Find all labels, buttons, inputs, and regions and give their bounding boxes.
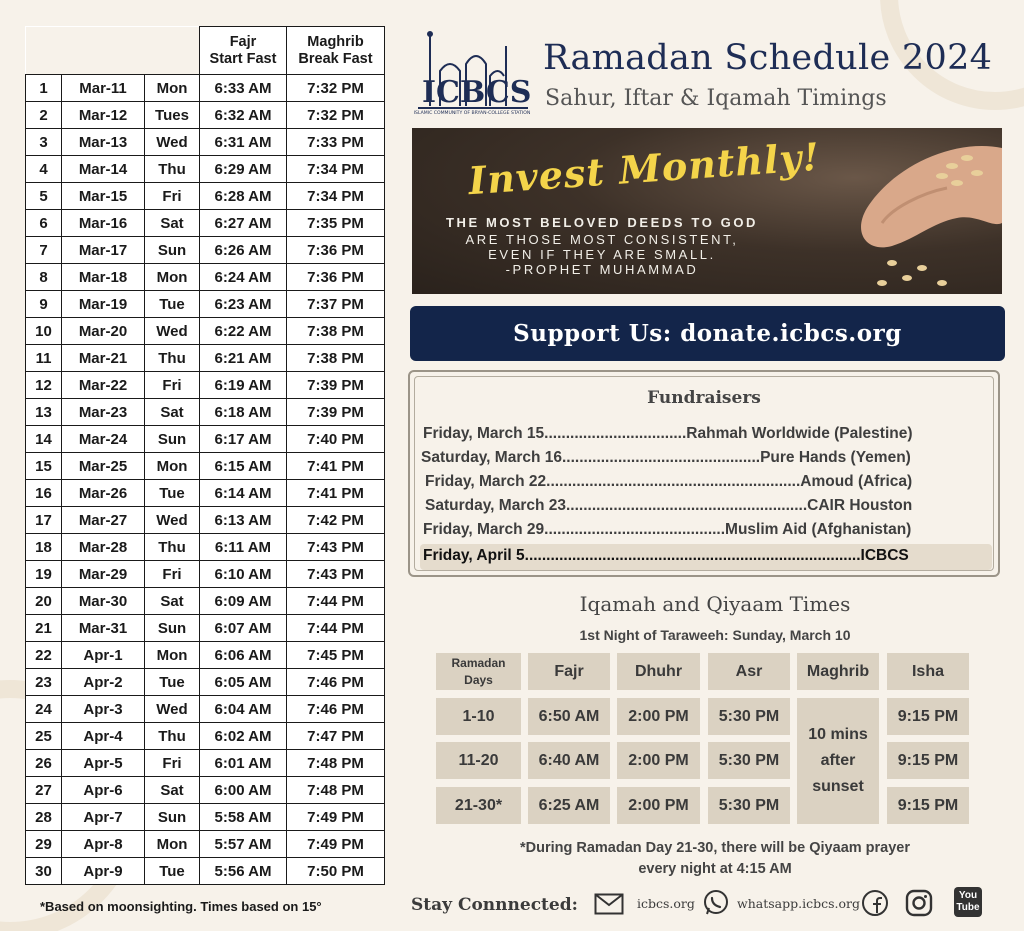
date: Mar-11 xyxy=(62,75,145,102)
date: Mar-12 xyxy=(62,102,145,129)
date: Mar-27 xyxy=(62,507,145,534)
maghrib-time: 7:36 PM xyxy=(287,237,385,264)
iqamah-isha-iqamah: 9:15 PM xyxy=(887,787,969,824)
header-fajr xyxy=(200,27,287,75)
maghrib-time: 7:39 PM xyxy=(287,372,385,399)
date: Mar-23 xyxy=(62,399,145,426)
facebook-icon[interactable] xyxy=(861,889,889,917)
schedule-row xyxy=(26,129,385,156)
header-maghrib-label: Maghrib xyxy=(307,33,364,50)
iqamah-ramadan-days: 21-30* xyxy=(436,787,521,824)
fundraiser-item-highlighted: Friday, April 5..............................................................................ICBCS xyxy=(423,547,909,564)
date: Mar-28 xyxy=(62,534,145,561)
maghrib-note: 10 mins after sunset xyxy=(808,726,868,795)
fajr-time: 6:04 AM xyxy=(200,696,287,723)
schedule-row xyxy=(26,669,385,696)
header-maghrib xyxy=(287,27,385,75)
fundraisers-box xyxy=(408,370,1000,577)
fajr-time: 6:26 AM xyxy=(200,237,287,264)
banner-quote-line: ARE THOSE MOST CONSISTENT, xyxy=(465,232,739,247)
iqamah-asr-iqamah: 5:30 PM xyxy=(708,787,790,824)
maghrib-time: 7:34 PM xyxy=(287,183,385,210)
maghrib-time: 7:41 PM xyxy=(287,480,385,507)
banner-script-heading: Invest Monthly! xyxy=(466,133,822,204)
iqamah-dhuhr-iqamah: 2:00 PM xyxy=(617,698,700,735)
fajr-time: 6:06 AM xyxy=(200,642,287,669)
fajr-time: 6:27 AM xyxy=(200,210,287,237)
weekday: Mon xyxy=(145,75,200,102)
date: Mar-16 xyxy=(62,210,145,237)
fajr-time: 6:18 AM xyxy=(200,399,287,426)
weekday: Thu xyxy=(145,345,200,372)
date: Apr-6 xyxy=(62,777,145,804)
date: Apr-8 xyxy=(62,831,145,858)
day-number: 30 xyxy=(26,858,62,885)
day-number: 16 xyxy=(26,480,62,507)
maghrib-time: 7:32 PM xyxy=(287,75,385,102)
date: Apr-1 xyxy=(62,642,145,669)
youtube-icon-text: Tube xyxy=(956,902,980,913)
iqamah-header-isha: Isha xyxy=(887,653,969,690)
weekday: Mon xyxy=(145,264,200,291)
schedule-row xyxy=(26,453,385,480)
maghrib-time: 7:40 PM xyxy=(287,426,385,453)
maghrib-time: 7:34 PM xyxy=(287,156,385,183)
day-number: 28 xyxy=(26,804,62,831)
weekday: Tue xyxy=(145,480,200,507)
iqamah-header-asr: Asr xyxy=(708,653,790,690)
header-blank xyxy=(26,27,62,75)
maghrib-time: 7:41 PM xyxy=(287,453,385,480)
day-number: 2 xyxy=(26,102,62,129)
qiyaam-note xyxy=(410,838,1020,880)
youtube-icon[interactable] xyxy=(954,887,982,917)
header-fajr-label: Fajr xyxy=(229,33,257,50)
maghrib-time: 7:49 PM xyxy=(287,804,385,831)
youtube-icon-text: You xyxy=(958,890,978,901)
page-subtitle: Sahur, Iftar & Iqamah Timings xyxy=(545,86,887,111)
schedule-row xyxy=(26,615,385,642)
schedule-row xyxy=(26,426,385,453)
schedule-row xyxy=(26,75,385,102)
weekday: Tue xyxy=(145,291,200,318)
iqamah-header-dhuhr: Dhuhr xyxy=(617,653,700,690)
schedule-row xyxy=(26,210,385,237)
day-number: 6 xyxy=(26,210,62,237)
iqamah-ramadan-days: 1-10 xyxy=(436,698,521,735)
maghrib-time: 7:48 PM xyxy=(287,777,385,804)
fajr-time: 6:21 AM xyxy=(200,345,287,372)
header-fajr-sub: Start Fast xyxy=(209,50,277,67)
weekday: Sat xyxy=(145,777,200,804)
fajr-time: 6:00 AM xyxy=(200,777,287,804)
schedule-row xyxy=(26,480,385,507)
weekday: Sun xyxy=(145,426,200,453)
schedule-row xyxy=(26,750,385,777)
day-number: 13 xyxy=(26,399,62,426)
maghrib-time: 7:39 PM xyxy=(287,399,385,426)
schedule-row xyxy=(26,264,385,291)
banner-quote-line: THE MOST BELOVED DEEDS TO GOD xyxy=(445,215,759,230)
page-title: Ramadan Schedule 2024 xyxy=(543,38,993,78)
maghrib-time: 7:36 PM xyxy=(287,264,385,291)
stay-connected-label: Stay Connnected: xyxy=(411,895,578,915)
iqamah-title: Iqamah and Qiyaam Times xyxy=(579,592,851,616)
logo-caption: ISLAMIC COMMUNITY OF BRYAN-COLLEGE STATION xyxy=(413,111,531,116)
fajr-time: 6:23 AM xyxy=(200,291,287,318)
fajr-time: 5:56 AM xyxy=(200,858,287,885)
day-number: 5 xyxy=(26,183,62,210)
date: Apr-3 xyxy=(62,696,145,723)
date: Mar-15 xyxy=(62,183,145,210)
fundraiser-item: Friday, March 29..........................................Muslim Aid (Afghanistan) xyxy=(423,521,912,538)
iqamah-asr-iqamah: 5:30 PM xyxy=(708,742,790,779)
fajr-time: 6:10 AM xyxy=(200,561,287,588)
fundraiser-item: Friday, March 22...........................................................Amoud (Africa) xyxy=(425,473,913,490)
iqamah-fajr-iqamah: 6:40 AM xyxy=(528,742,610,779)
schedule-footnote: *Based on moonsighting. Times based on 15° xyxy=(40,899,322,914)
maghrib-time: 7:32 PM xyxy=(287,102,385,129)
day-number: 19 xyxy=(26,561,62,588)
header-blank xyxy=(62,27,145,75)
fajr-time: 5:58 AM xyxy=(200,804,287,831)
qiyaam-note-line: *During Ramadan Day 21-30, there will be Qiyaam prayer xyxy=(519,840,911,856)
maghrib-time: 7:45 PM xyxy=(287,642,385,669)
schedule-header-row xyxy=(26,27,385,75)
iqamah-dhuhr-iqamah: 2:00 PM xyxy=(617,742,700,779)
day-number: 8 xyxy=(26,264,62,291)
iqamah-asr-iqamah: 5:30 PM xyxy=(708,698,790,735)
schedule-row xyxy=(26,399,385,426)
day-number: 29 xyxy=(26,831,62,858)
logo-text: ICBCS xyxy=(422,75,532,110)
day-number: 27 xyxy=(26,777,62,804)
schedule-row xyxy=(26,183,385,210)
weekday: Mon xyxy=(145,831,200,858)
maghrib-time: 7:38 PM xyxy=(287,318,385,345)
instagram-icon[interactable] xyxy=(905,889,933,917)
maghrib-time: 7:49 PM xyxy=(287,831,385,858)
date: Mar-18 xyxy=(62,264,145,291)
invest-monthly-banner xyxy=(412,128,1002,294)
date: Mar-20 xyxy=(62,318,145,345)
schedule-row xyxy=(26,804,385,831)
date: Mar-17 xyxy=(62,237,145,264)
iqamah-header-fajr: Fajr xyxy=(528,653,610,690)
fajr-time: 6:17 AM xyxy=(200,426,287,453)
iqamah-subtitle: 1st Night of Taraweeh: Sunday, March 10 xyxy=(579,627,851,643)
schedule-body xyxy=(26,75,385,885)
day-number: 10 xyxy=(26,318,62,345)
weekday: Fri xyxy=(145,561,200,588)
weekday: Fri xyxy=(145,183,200,210)
maghrib-time: 7:50 PM xyxy=(287,858,385,885)
date: Mar-24 xyxy=(62,426,145,453)
weekday: Sat xyxy=(145,588,200,615)
ramadan-schedule-table xyxy=(25,26,385,885)
schedule-row xyxy=(26,345,385,372)
date: Mar-13 xyxy=(62,129,145,156)
day-number: 26 xyxy=(26,750,62,777)
day-number: 20 xyxy=(26,588,62,615)
maghrib-time: 7:46 PM xyxy=(287,669,385,696)
date: Apr-4 xyxy=(62,723,145,750)
schedule-row xyxy=(26,102,385,129)
schedule-row xyxy=(26,318,385,345)
day-number: 21 xyxy=(26,615,62,642)
weekday: Fri xyxy=(145,372,200,399)
day-number: 7 xyxy=(26,237,62,264)
schedule-row xyxy=(26,696,385,723)
schedule-row xyxy=(26,534,385,561)
weekday: Tues xyxy=(145,102,200,129)
date: Apr-5 xyxy=(62,750,145,777)
day-number: 12 xyxy=(26,372,62,399)
day-number: 15 xyxy=(26,453,62,480)
date: Mar-19 xyxy=(62,291,145,318)
schedule-row xyxy=(26,777,385,804)
weekday: Thu xyxy=(145,156,200,183)
weekday: Sat xyxy=(145,210,200,237)
weekday: Mon xyxy=(145,453,200,480)
header-blank xyxy=(145,27,200,75)
iqamah-dhuhr-iqamah: 2:00 PM xyxy=(617,787,700,824)
schedule-row xyxy=(26,372,385,399)
fajr-time: 6:28 AM xyxy=(200,183,287,210)
weekday: Wed xyxy=(145,318,200,345)
schedule-row xyxy=(26,858,385,885)
maghrib-time: 7:44 PM xyxy=(287,588,385,615)
maghrib-time: 7:35 PM xyxy=(287,210,385,237)
iqamah-fajr-iqamah: 6:50 AM xyxy=(528,698,610,735)
hand-with-seeds-illustration xyxy=(772,128,1002,294)
schedule-row xyxy=(26,561,385,588)
fajr-time: 6:13 AM xyxy=(200,507,287,534)
maghrib-note-cell xyxy=(797,698,879,824)
date: Mar-14 xyxy=(62,156,145,183)
maghrib-time: 7:38 PM xyxy=(287,345,385,372)
date: Mar-30 xyxy=(62,588,145,615)
schedule-row xyxy=(26,156,385,183)
email-link[interactable]: icbcs.org xyxy=(637,896,695,911)
fajr-time: 6:24 AM xyxy=(200,264,287,291)
date: Mar-21 xyxy=(62,345,145,372)
maghrib-time: 7:43 PM xyxy=(287,534,385,561)
date: Apr-7 xyxy=(62,804,145,831)
fajr-time: 6:33 AM xyxy=(200,75,287,102)
weekday: Sun xyxy=(145,804,200,831)
date: Mar-26 xyxy=(62,480,145,507)
iqamah-header-maghrib: Maghrib xyxy=(797,653,879,690)
fajr-time: 6:09 AM xyxy=(200,588,287,615)
day-number: 22 xyxy=(26,642,62,669)
whatsapp-icon[interactable] xyxy=(702,889,730,917)
schedule-row xyxy=(26,291,385,318)
day-number: 9 xyxy=(26,291,62,318)
maghrib-time: 7:37 PM xyxy=(287,291,385,318)
weekday: Fri xyxy=(145,750,200,777)
schedule-row xyxy=(26,588,385,615)
fajr-time: 5:57 AM xyxy=(200,831,287,858)
icbcs-logo xyxy=(410,26,535,116)
fajr-time: 6:31 AM xyxy=(200,129,287,156)
schedule-row xyxy=(26,723,385,750)
weekday: Wed xyxy=(145,507,200,534)
day-number: 17 xyxy=(26,507,62,534)
banner-quote-line: EVEN IF THEY ARE SMALL. xyxy=(488,247,716,262)
schedule-row xyxy=(26,237,385,264)
day-number: 1 xyxy=(26,75,62,102)
day-number: 18 xyxy=(26,534,62,561)
fundraisers-title: Fundraisers xyxy=(647,388,761,408)
date: Mar-25 xyxy=(62,453,145,480)
weekday: Sun xyxy=(145,615,200,642)
fundraiser-item: Friday, March 15.................................Rahmah Worldwide (Palestine) xyxy=(423,425,913,442)
date: Apr-2 xyxy=(62,669,145,696)
weekday: Tue xyxy=(145,669,200,696)
weekday: Sun xyxy=(145,237,200,264)
fajr-time: 6:11 AM xyxy=(200,534,287,561)
maghrib-time: 7:48 PM xyxy=(287,750,385,777)
maghrib-time: 7:43 PM xyxy=(287,561,385,588)
whatsapp-link[interactable]: whatsapp.icbcs.org xyxy=(737,896,860,911)
fajr-time: 6:15 AM xyxy=(200,453,287,480)
weekday: Tue xyxy=(145,858,200,885)
qiyaam-note-line: every night at 4:15 AM xyxy=(638,861,792,877)
day-number: 25 xyxy=(26,723,62,750)
fajr-time: 6:19 AM xyxy=(200,372,287,399)
schedule-row xyxy=(26,642,385,669)
fajr-time: 6:14 AM xyxy=(200,480,287,507)
fajr-time: 6:22 AM xyxy=(200,318,287,345)
day-number: 23 xyxy=(26,669,62,696)
date: Mar-29 xyxy=(62,561,145,588)
weekday: Thu xyxy=(145,723,200,750)
donate-bar[interactable]: Support Us: donate.icbcs.org xyxy=(410,306,1005,361)
schedule-row xyxy=(26,507,385,534)
day-number: 24 xyxy=(26,696,62,723)
weekday: Sat xyxy=(145,399,200,426)
iqamah-ramadan-days: 11-20 xyxy=(436,742,521,779)
fajr-time: 6:02 AM xyxy=(200,723,287,750)
fajr-time: 6:32 AM xyxy=(200,102,287,129)
date: Mar-31 xyxy=(62,615,145,642)
schedule-row xyxy=(26,831,385,858)
day-number: 14 xyxy=(26,426,62,453)
fundraiser-item: Saturday, March 16..............................................Pure Hands (Yemen) xyxy=(421,449,911,466)
fajr-time: 6:01 AM xyxy=(200,750,287,777)
fundraiser-item: Saturday, March 23........................................................CAIR Houston xyxy=(425,497,913,514)
iqamah-isha-iqamah: 9:15 PM xyxy=(887,698,969,735)
weekday: Mon xyxy=(145,642,200,669)
email-icon[interactable] xyxy=(594,893,624,915)
weekday: Thu xyxy=(145,534,200,561)
date: Mar-22 xyxy=(62,372,145,399)
maghrib-time: 7:44 PM xyxy=(287,615,385,642)
iqamah-header-ramadan-days: Ramadan Days xyxy=(436,653,521,690)
maghrib-time: 7:33 PM xyxy=(287,129,385,156)
maghrib-time: 7:42 PM xyxy=(287,507,385,534)
fajr-time: 6:05 AM xyxy=(200,669,287,696)
day-number: 11 xyxy=(26,345,62,372)
maghrib-time: 7:47 PM xyxy=(287,723,385,750)
maghrib-time: 7:46 PM xyxy=(287,696,385,723)
banner-quote-attribution: -PROPHET MUHAMMAD xyxy=(505,262,699,277)
day-number: 3 xyxy=(26,129,62,156)
fajr-time: 6:29 AM xyxy=(200,156,287,183)
header-maghrib-sub: Break Fast xyxy=(298,50,373,67)
date: Apr-9 xyxy=(62,858,145,885)
fajr-time: 6:07 AM xyxy=(200,615,287,642)
day-number: 4 xyxy=(26,156,62,183)
weekday: Wed xyxy=(145,696,200,723)
iqamah-isha-iqamah: 9:15 PM xyxy=(887,742,969,779)
iqamah-fajr-iqamah: 6:25 AM xyxy=(528,787,610,824)
weekday: Wed xyxy=(145,129,200,156)
